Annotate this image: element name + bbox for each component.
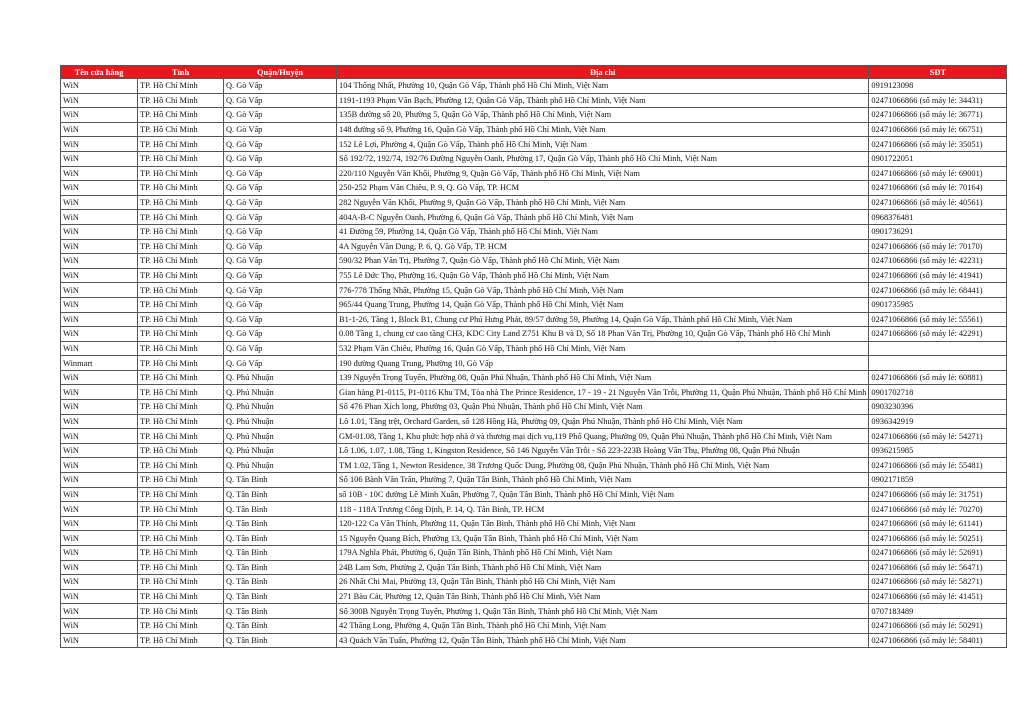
phone-cell: 02471066866 (số máy lẻ: 60881) bbox=[869, 370, 1007, 385]
province-cell: TP. Hồ Chí Minh bbox=[138, 122, 224, 137]
province-cell: TP. Hồ Chí Minh bbox=[138, 473, 224, 488]
phone-cell: 02471066866 (số máy lẻ: 58271) bbox=[869, 575, 1007, 590]
phone-cell: 02471066866 (số máy lẻ: 50251) bbox=[869, 531, 1007, 546]
address-cell: 1191-1193 Phạm Văn Bạch, Phường 12, Quận Gò Vấp, Thành phố Hồ Chí Minh, Việt Nam bbox=[337, 93, 869, 108]
table-row bbox=[61, 502, 1007, 517]
province-cell: TP. Hồ Chí Minh bbox=[138, 268, 224, 283]
table-row bbox=[61, 531, 1007, 546]
address-cell: Gian hàng P1-0115, P1-0116 Khu TM, Tòa nhà The Prince Residence, 17 - 19 - 21 Nguyễn Văn Trỗi, Phường 11, Quận Phú Nhuận, Thành phố Hồ Chí Minh bbox=[337, 385, 869, 400]
phone-cell: 02471066866 (số máy lẻ: 58401) bbox=[869, 633, 1007, 648]
district-cell: Q. Gò Vấp bbox=[224, 297, 337, 312]
province-cell: TP. Hồ Chí Minh bbox=[138, 618, 224, 633]
address-cell: 41 Đường 59, Phường 14, Quận Gò Vấp, Thành phố Hồ Chí Minh, Việt Nam bbox=[337, 224, 869, 239]
address-cell: 404A-B-C Nguyễn Oanh, Phường 6, Quận Gò Vấp, Thành phố Hồ Chí Minh, Việt Nam bbox=[337, 210, 869, 225]
phone-cell: 02471066866 (số máy lẻ: 35051) bbox=[869, 137, 1007, 152]
phone-cell: 02471066866 (số máy lẻ: 31751) bbox=[869, 487, 1007, 502]
province-cell: TP. Hồ Chí Minh bbox=[138, 151, 224, 166]
district-cell: Q. Gò Vấp bbox=[224, 224, 337, 239]
district-cell: Q. Phú Nhuận bbox=[224, 400, 337, 415]
address-cell: Số 300B Nguyễn Trọng Tuyển, Phường 1, Quận Tân Bình, Thành phố Hồ Chí Minh, Việt Nam bbox=[337, 604, 869, 619]
address-cell: Số 192/72, 192/74, 192/76 Đường Nguyễn Oanh, Phường 17, Quận Gò Vấp, Thành phố Hồ Chí Minh, Việt Nam bbox=[337, 151, 869, 166]
store-name-cell: WiN bbox=[61, 531, 138, 546]
district-cell: Q. Gò Vấp bbox=[224, 151, 337, 166]
address-cell: TM 1.02, Tầng 1, Newton Residence, 38 Trương Quốc Dung, Phường 08, Quận Phú Nhuận, Thành phố Hồ Chí Minh, Việt Nam bbox=[337, 458, 869, 473]
address-cell: 148 đường số 9, Phường 16, Quận Gò Vấp, Thành phố Hồ Chí Minh, Việt Nam bbox=[337, 122, 869, 137]
table-row bbox=[61, 546, 1007, 561]
table-row bbox=[61, 443, 1007, 458]
province-cell: TP. Hồ Chí Minh bbox=[138, 254, 224, 269]
store-name-cell: WiN bbox=[61, 254, 138, 269]
address-cell: Số 476 Phan Xích long, Phường 03, Quận Phú Nhuận, Thành phố Hồ Chí Minh, Việt Nam bbox=[337, 400, 869, 415]
province-cell: TP. Hồ Chí Minh bbox=[138, 531, 224, 546]
province-cell: TP. Hồ Chí Minh bbox=[138, 181, 224, 196]
table-row bbox=[61, 283, 1007, 298]
table-row bbox=[61, 268, 1007, 283]
phone-cell: 02471066866 (số máy lẻ: 70170) bbox=[869, 239, 1007, 254]
district-cell: Q. Gò Vấp bbox=[224, 341, 337, 356]
address-cell: 590/32 Phan Văn Trị, Phường 7, Quận Gò Vấp, Thành phố Hồ Chí Minh, Việt Nam bbox=[337, 254, 869, 269]
district-cell: Q. Gò Vấp bbox=[224, 356, 337, 371]
province-cell: TP. Hồ Chí Minh bbox=[138, 297, 224, 312]
phone-cell: 02471066866 (số máy lẻ: 69001) bbox=[869, 166, 1007, 181]
province-cell: TP. Hồ Chí Minh bbox=[138, 400, 224, 415]
address-cell: 0.08 Tầng 1, chung cư cao tầng CH3, KDC City Land Z751 Khu B và D, Số 18 Phan Văn Trị, Phường 10, Quận Gò Vấp, Thành phố Hồ Chí Minh bbox=[337, 327, 869, 342]
district-cell: Q. Gò Vấp bbox=[224, 268, 337, 283]
province-cell: TP. Hồ Chí Minh bbox=[138, 487, 224, 502]
store-name-cell: WiN bbox=[61, 429, 138, 444]
store-name-cell: WiN bbox=[61, 239, 138, 254]
address-cell: 43 Quách Văn Tuấn, Phường 12, Quận Tân Bình, Thành phố Hồ Chí Minh, Việt Nam bbox=[337, 633, 869, 648]
phone-cell: 02471066866 (số máy lẻ: 55561) bbox=[869, 312, 1007, 327]
store-name-cell: WiN bbox=[61, 546, 138, 561]
district-cell: Q. Gò Vấp bbox=[224, 122, 337, 137]
table-row bbox=[61, 633, 1007, 648]
phone-cell: 02471066866 (số máy lẻ: 52691) bbox=[869, 546, 1007, 561]
store-name-cell: WiN bbox=[61, 224, 138, 239]
table-row bbox=[61, 239, 1007, 254]
store-name-cell: WiN bbox=[61, 385, 138, 400]
phone-cell: 0901735985 bbox=[869, 297, 1007, 312]
province-cell: TP. Hồ Chí Minh bbox=[138, 137, 224, 152]
phone-cell bbox=[869, 341, 1007, 356]
table-row bbox=[61, 122, 1007, 137]
table-row bbox=[61, 414, 1007, 429]
address-cell: 26 Nhất Chi Mai, Phường 13, Quận Tân Bình, Thành phố Hồ Chí Minh, Việt Nam bbox=[337, 575, 869, 590]
table-row bbox=[61, 210, 1007, 225]
phone-cell: 02471066866 (số máy lẻ: 61141) bbox=[869, 516, 1007, 531]
header-province: Tỉnh bbox=[138, 66, 224, 79]
province-cell: TP. Hồ Chí Minh bbox=[138, 385, 224, 400]
phone-cell: 02471066866 (số máy lẻ: 40561) bbox=[869, 195, 1007, 210]
store-name-cell: WiN bbox=[61, 458, 138, 473]
store-name-cell: WiN bbox=[61, 312, 138, 327]
province-cell: TP. Hồ Chí Minh bbox=[138, 414, 224, 429]
province-cell: TP. Hồ Chí Minh bbox=[138, 546, 224, 561]
store-name-cell: WiN bbox=[61, 79, 138, 94]
address-cell: B1-1-26, Tầng 1, Block B1, Chung cư Phú Hưng Phát, 89/57 đường 59, Phường 14, Quận Gò Vấp, Thành phố Hồ Chí Minh, Việt Nam bbox=[337, 312, 869, 327]
address-cell: 532 Phạm Văn Chiêu, Phường 16, Quận Gò Vấp, Thành phố Hồ Chí Minh, Việt Nam bbox=[337, 341, 869, 356]
table-row bbox=[61, 151, 1007, 166]
province-cell: TP. Hồ Chí Minh bbox=[138, 195, 224, 210]
store-name-cell: Winmart bbox=[61, 356, 138, 371]
district-cell: Q. Phú Nhuận bbox=[224, 370, 337, 385]
phone-cell bbox=[869, 356, 1007, 371]
store-name-cell: WiN bbox=[61, 327, 138, 342]
table-row bbox=[61, 487, 1007, 502]
store-name-cell: WiN bbox=[61, 166, 138, 181]
store-name-cell: WiN bbox=[61, 473, 138, 488]
store-name-cell: WiN bbox=[61, 414, 138, 429]
address-cell: 282 Nguyễn Văn Khối, Phường 9, Quận Gò Vấp, Thành phố Hồ Chí Minh, Việt Nam bbox=[337, 195, 869, 210]
table-row bbox=[61, 516, 1007, 531]
table-row bbox=[61, 297, 1007, 312]
address-cell: 190 đường Quang Trung, Phường 10, Gò Vấp bbox=[337, 356, 869, 371]
district-cell: Q. Gò Vấp bbox=[224, 108, 337, 123]
phone-cell: 02471066866 (số máy lẻ: 50291) bbox=[869, 618, 1007, 633]
phone-cell: 02471066866 (số máy lẻ: 41451) bbox=[869, 589, 1007, 604]
district-cell: Q. Gò Vấp bbox=[224, 239, 337, 254]
district-cell: Q. Gò Vấp bbox=[224, 195, 337, 210]
province-cell: TP. Hồ Chí Minh bbox=[138, 224, 224, 239]
address-cell: Số 106 Bành Văn Trân, Phường 7, Quận Tân Bình, Thành phố Hồ Chí Minh, Việt Nam bbox=[337, 473, 869, 488]
header-store-name: Tên cửa hàng bbox=[61, 66, 138, 79]
header-address: Địa chỉ bbox=[337, 66, 869, 79]
phone-cell: 0707183489 bbox=[869, 604, 1007, 619]
phone-cell: 02471066866 (số máy lẻ: 70270) bbox=[869, 502, 1007, 517]
table-row bbox=[61, 254, 1007, 269]
phone-cell: 0936342919 bbox=[869, 414, 1007, 429]
province-cell: TP. Hồ Chí Minh bbox=[138, 356, 224, 371]
store-name-cell: WiN bbox=[61, 633, 138, 648]
province-cell: TP. Hồ Chí Minh bbox=[138, 93, 224, 108]
district-cell: Q. Tân Bình bbox=[224, 516, 337, 531]
phone-cell: 02471066866 (số máy lẻ: 42231) bbox=[869, 254, 1007, 269]
district-cell: Q. Phú Nhuận bbox=[224, 458, 337, 473]
store-name-cell: WiN bbox=[61, 297, 138, 312]
province-cell: TP. Hồ Chí Minh bbox=[138, 210, 224, 225]
district-cell: Q. Gò Vấp bbox=[224, 79, 337, 94]
province-cell: TP. Hồ Chí Minh bbox=[138, 283, 224, 298]
phone-cell: 02471066866 (số máy lẻ: 54271) bbox=[869, 429, 1007, 444]
district-cell: Q. Gò Vấp bbox=[224, 312, 337, 327]
store-name-cell: WiN bbox=[61, 108, 138, 123]
phone-cell: 0936215985 bbox=[869, 443, 1007, 458]
district-cell: Q. Tân Bình bbox=[224, 473, 337, 488]
address-cell: 104 Thống Nhất, Phường 10, Quận Gò Vấp, Thành phố Hồ Chí Minh, Việt Nam bbox=[337, 79, 869, 94]
district-cell: Q. Gò Vấp bbox=[224, 283, 337, 298]
store-table bbox=[60, 65, 1007, 648]
store-name-cell: WiN bbox=[61, 560, 138, 575]
table-row bbox=[61, 429, 1007, 444]
district-cell: Q. Gò Vấp bbox=[224, 181, 337, 196]
table-row bbox=[61, 341, 1007, 356]
table-row bbox=[61, 400, 1007, 415]
district-cell: Q. Gò Vấp bbox=[224, 327, 337, 342]
district-cell: Q. Tân Bình bbox=[224, 531, 337, 546]
district-cell: Q. Gò Vấp bbox=[224, 166, 337, 181]
address-cell: Lô 1.06, 1.07, 1.08, Tầng 1, Kingston Residence, Số 146 Nguyễn Văn Trỗi - Số 223-223B Hoàng Văn Thụ, Phường 08, Quận Phú Nhuận bbox=[337, 443, 869, 458]
table-row bbox=[61, 312, 1007, 327]
address-cell: 250-252 Phạm Văn Chiêu, P. 9, Q. Gò Vấp, TP. HCM bbox=[337, 181, 869, 196]
store-name-cell: WiN bbox=[61, 268, 138, 283]
phone-cell: 02471066866 (số máy lẻ: 68441) bbox=[869, 283, 1007, 298]
address-cell: 271 Bàu Cát, Phường 12, Quận Tân Bình, Thành phố Hồ Chí Minh, Việt Nam bbox=[337, 589, 869, 604]
store-name-cell: WiN bbox=[61, 400, 138, 415]
province-cell: TP. Hồ Chí Minh bbox=[138, 458, 224, 473]
table-row bbox=[61, 458, 1007, 473]
address-cell: 135B đường số 20, Phường 5, Quận Gò Vấp, Thành phố Hồ Chí Minh, Việt Nam bbox=[337, 108, 869, 123]
phone-cell: 02471066866 (số máy lẻ: 41941) bbox=[869, 268, 1007, 283]
phone-cell: 0903230396 bbox=[869, 400, 1007, 415]
district-cell: Q. Tân Bình bbox=[224, 560, 337, 575]
province-cell: TP. Hồ Chí Minh bbox=[138, 575, 224, 590]
province-cell: TP. Hồ Chí Minh bbox=[138, 370, 224, 385]
store-name-cell: WiN bbox=[61, 370, 138, 385]
district-cell: Q. Gò Vấp bbox=[224, 93, 337, 108]
province-cell: TP. Hồ Chí Minh bbox=[138, 327, 224, 342]
district-cell: Q. Phú Nhuận bbox=[224, 385, 337, 400]
phone-cell: 0901736291 bbox=[869, 224, 1007, 239]
table-row bbox=[61, 385, 1007, 400]
store-name-cell: WiN bbox=[61, 487, 138, 502]
province-cell: TP. Hồ Chí Minh bbox=[138, 633, 224, 648]
table-row bbox=[61, 93, 1007, 108]
district-cell: Q. Gò Vấp bbox=[224, 137, 337, 152]
province-cell: TP. Hồ Chí Minh bbox=[138, 341, 224, 356]
phone-cell: 02471066866 (số máy lẻ: 55481) bbox=[869, 458, 1007, 473]
province-cell: TP. Hồ Chí Minh bbox=[138, 312, 224, 327]
province-cell: TP. Hồ Chí Minh bbox=[138, 239, 224, 254]
district-cell: Q. Gò Vấp bbox=[224, 210, 337, 225]
table-row bbox=[61, 589, 1007, 604]
store-name-cell: WiN bbox=[61, 210, 138, 225]
address-cell: 42 Thăng Long, Phường 4, Quận Tân Bình, Thành phố Hồ Chí Minh, Việt Nam bbox=[337, 618, 869, 633]
district-cell: Q. Tân Bình bbox=[224, 633, 337, 648]
district-cell: Q. Tân Bình bbox=[224, 502, 337, 517]
phone-cell: 02471066866 (số máy lẻ: 70164) bbox=[869, 181, 1007, 196]
address-cell: 179A Nghĩa Phát, Phường 6, Quận Tân Bình, Thành phố Hồ Chí Minh, Việt Nam bbox=[337, 546, 869, 561]
address-cell: 152 Lê Lợi, Phường 4, Quận Gò Vấp, Thành phố Hồ Chí Minh, Việt Nam bbox=[337, 137, 869, 152]
address-cell: 118 - 118A Trương Công Định, P. 14, Q. Tân Bình, TP. HCM bbox=[337, 502, 869, 517]
table-row bbox=[61, 604, 1007, 619]
address-cell: Lô 1.01, Tầng trệt, Orchard Garden, số 128 Hồng Hà, Phường 09, Quận Phú Nhuận, Thành phố Hồ Chí Minh, Việt Nam bbox=[337, 414, 869, 429]
table-row bbox=[61, 575, 1007, 590]
address-cell: 965/44 Quang Trung, Phường 14, Quận Gò Vấp, Thành phố Hồ Chí Minh, Việt Nam bbox=[337, 297, 869, 312]
table-row bbox=[61, 370, 1007, 385]
address-cell: 24B Lam Sơn, Phường 2, Quận Tân Bình, Thành phố Hồ Chí Minh, Việt Nam bbox=[337, 560, 869, 575]
province-cell: TP. Hồ Chí Minh bbox=[138, 166, 224, 181]
table-body bbox=[61, 79, 1007, 648]
header-row bbox=[61, 66, 1007, 79]
store-name-cell: WiN bbox=[61, 195, 138, 210]
table-row bbox=[61, 181, 1007, 196]
district-cell: Q. Phú Nhuận bbox=[224, 443, 337, 458]
table-row bbox=[61, 473, 1007, 488]
district-cell: Q. Tân Bình bbox=[224, 604, 337, 619]
store-name-cell: WiN bbox=[61, 589, 138, 604]
table-row bbox=[61, 195, 1007, 210]
province-cell: TP. Hồ Chí Minh bbox=[138, 604, 224, 619]
district-cell: Q. Phú Nhuận bbox=[224, 414, 337, 429]
store-name-cell: WiN bbox=[61, 516, 138, 531]
address-cell: 4A Nguyễn Văn Dung, P. 6, Q. Gò Vấp, TP. HCM bbox=[337, 239, 869, 254]
phone-cell: 02471066866 (số máy lẻ: 42291) bbox=[869, 327, 1007, 342]
province-cell: TP. Hồ Chí Minh bbox=[138, 429, 224, 444]
table-row bbox=[61, 108, 1007, 123]
address-cell: 139 Nguyễn Trọng Tuyển, Phường 08, Quận Phú Nhuận, Thành phố Hồ Chí Minh, Việt Nam bbox=[337, 370, 869, 385]
address-cell: GM-01.08, Tầng 1, Khu phức hợp nhà ở và thương mại dịch vụ,119 Phổ Quang, Phường 09, Quận Phú Nhuận, Thành phố Hồ Chí Minh, Việt Nam bbox=[337, 429, 869, 444]
phone-cell: 02471066866 (số máy lẻ: 34431) bbox=[869, 93, 1007, 108]
district-cell: Q. Tân Bình bbox=[224, 618, 337, 633]
address-cell: 15 Nguyễn Quang Bích, Phường 13, Quận Tân Bình, Thành phố Hồ Chí Minh, Việt Nam bbox=[337, 531, 869, 546]
address-cell: 755 Lê Đức Thọ, Phường 16, Quận Gò Vấp, Thành phố Hồ Chí Minh, Việt Nam bbox=[337, 268, 869, 283]
table-row bbox=[61, 137, 1007, 152]
table-row bbox=[61, 166, 1007, 181]
store-name-cell: WiN bbox=[61, 93, 138, 108]
store-name-cell: WiN bbox=[61, 151, 138, 166]
phone-cell: 0901722051 bbox=[869, 151, 1007, 166]
header-district: Quận/Huyện bbox=[224, 66, 337, 79]
district-cell: Q. Phú Nhuận bbox=[224, 429, 337, 444]
table-row bbox=[61, 356, 1007, 371]
province-cell: TP. Hồ Chí Minh bbox=[138, 79, 224, 94]
province-cell: TP. Hồ Chí Minh bbox=[138, 560, 224, 575]
phone-cell: 02471066866 (số máy lẻ: 36771) bbox=[869, 108, 1007, 123]
table-row bbox=[61, 618, 1007, 633]
district-cell: Q. Gò Vấp bbox=[224, 254, 337, 269]
phone-cell: 0901702718 bbox=[869, 385, 1007, 400]
table-row bbox=[61, 224, 1007, 239]
address-cell: số 10B - 10C đường Lê Minh Xuân, Phường 7, Quận Tân Bình, Thành phố Hồ Chí Minh, Việt Nam bbox=[337, 487, 869, 502]
table-row bbox=[61, 327, 1007, 342]
province-cell: TP. Hồ Chí Minh bbox=[138, 516, 224, 531]
header-phone: SĐT bbox=[869, 66, 1007, 79]
phone-cell: 0902171859 bbox=[869, 473, 1007, 488]
district-cell: Q. Tân Bình bbox=[224, 589, 337, 604]
store-name-cell: WiN bbox=[61, 575, 138, 590]
district-cell: Q. Tân Bình bbox=[224, 575, 337, 590]
address-cell: 220/110 Nguyễn Văn Khối, Phường 9, Quận Gò Vấp, Thành phố Hồ Chí Minh, Việt Nam bbox=[337, 166, 869, 181]
store-name-cell: WiN bbox=[61, 618, 138, 633]
store-name-cell: WiN bbox=[61, 137, 138, 152]
phone-cell: 0919123098 bbox=[869, 79, 1007, 94]
district-cell: Q. Tân Bình bbox=[224, 546, 337, 561]
store-name-cell: WiN bbox=[61, 443, 138, 458]
province-cell: TP. Hồ Chí Minh bbox=[138, 502, 224, 517]
address-cell: 120-122 Ca Văn Thỉnh, Phường 11, Quận Tân Bình, Thành phố Hồ Chí Minh, Việt Nam bbox=[337, 516, 869, 531]
phone-cell: 02471066866 (số máy lẻ: 66751) bbox=[869, 122, 1007, 137]
store-name-cell: WiN bbox=[61, 283, 138, 298]
province-cell: TP. Hồ Chí Minh bbox=[138, 589, 224, 604]
province-cell: TP. Hồ Chí Minh bbox=[138, 108, 224, 123]
phone-cell: 02471066866 (số máy lẻ: 56471) bbox=[869, 560, 1007, 575]
table-header bbox=[61, 66, 1007, 79]
table-row bbox=[61, 79, 1007, 94]
store-name-cell: WiN bbox=[61, 122, 138, 137]
store-name-cell: WiN bbox=[61, 604, 138, 619]
store-name-cell: WiN bbox=[61, 181, 138, 196]
store-name-cell: WiN bbox=[61, 341, 138, 356]
phone-cell: 0968376481 bbox=[869, 210, 1007, 225]
store-name-cell: WiN bbox=[61, 502, 138, 517]
district-cell: Q. Tân Bình bbox=[224, 487, 337, 502]
province-cell: TP. Hồ Chí Minh bbox=[138, 443, 224, 458]
table-row bbox=[61, 560, 1007, 575]
address-cell: 776-778 Thống Nhất, Phường 15, Quận Gò Vấp, Thành phố Hồ Chí Minh, Việt Nam bbox=[337, 283, 869, 298]
